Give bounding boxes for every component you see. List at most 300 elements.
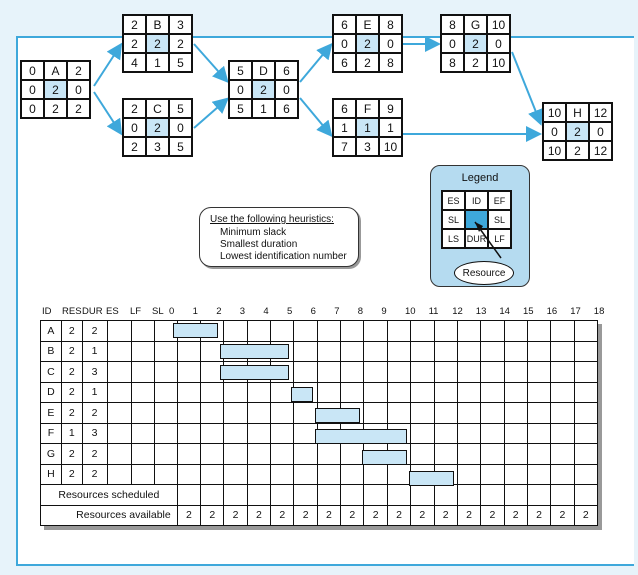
- node-res: 2: [566, 122, 589, 141]
- gantt-slot: [574, 321, 597, 342]
- node-ls: 10: [543, 141, 566, 160]
- gantt-header: ES: [106, 306, 119, 317]
- gantt-slot: [224, 464, 247, 485]
- gantt-slot: [551, 444, 574, 465]
- gantt-slot: [271, 403, 294, 424]
- gantt-empty: [107, 403, 132, 424]
- gantt-id: H: [41, 464, 62, 485]
- node-res: 2: [464, 34, 487, 53]
- available-value: 2: [434, 505, 457, 526]
- scheduled-slot: [574, 485, 597, 506]
- gantt-empty: [132, 321, 155, 342]
- gantt-slot: [317, 362, 340, 383]
- node-es: 10: [543, 103, 566, 122]
- node-id: G: [464, 15, 487, 34]
- gantt-res: 2: [61, 382, 82, 403]
- gantt-empty: [132, 382, 155, 403]
- gantt-bar-a: [173, 323, 218, 338]
- gantt-slot: [387, 362, 410, 383]
- gantt-slot: [411, 444, 434, 465]
- resource-oval: Resource: [454, 261, 514, 285]
- gantt-slot: [294, 321, 317, 342]
- node-ef: 5: [169, 99, 192, 118]
- available-value: 2: [574, 505, 597, 526]
- legend-ef: EF: [488, 191, 511, 210]
- gantt-bar-h: [409, 471, 454, 486]
- time-tick: 0: [169, 306, 175, 317]
- gantt-slot: [201, 403, 224, 424]
- gantt-slot: [364, 321, 387, 342]
- gantt-slot: [574, 382, 597, 403]
- gantt-slot: [177, 403, 200, 424]
- available-value: 2: [387, 505, 410, 526]
- gantt-slot: [317, 464, 340, 485]
- gantt-slot: [364, 403, 387, 424]
- node-ef: 9: [379, 99, 402, 118]
- gantt-res: 2: [61, 464, 82, 485]
- gantt-slot: [247, 444, 270, 465]
- available-value: 2: [317, 505, 340, 526]
- gantt-dur: 1: [82, 382, 107, 403]
- gantt-slot: [481, 321, 504, 342]
- gantt-slot: [527, 423, 550, 444]
- gantt-empty: [154, 444, 177, 465]
- node-sl2: 0: [589, 122, 612, 141]
- gantt-slot: [434, 403, 457, 424]
- scheduled-slot: [271, 485, 294, 506]
- gantt-row: [41, 444, 598, 465]
- node-sl2: 1: [379, 118, 402, 137]
- node-res: 2: [146, 118, 169, 137]
- node-es: 2: [123, 99, 146, 118]
- available-label: Resources available: [41, 505, 178, 526]
- scheduled-slot: [457, 485, 480, 506]
- node-h: [542, 102, 613, 161]
- node-ef: 10: [487, 15, 510, 34]
- gantt-slot: [504, 362, 527, 383]
- node-lf: 2: [67, 99, 90, 118]
- time-tick: 14: [499, 306, 510, 317]
- node-sl: 0: [333, 34, 356, 53]
- node-dur: 2: [464, 53, 487, 72]
- gantt-slot: [527, 403, 550, 424]
- gantt-dur: 2: [82, 403, 107, 424]
- time-tick: 8: [357, 306, 364, 317]
- gantt-row: [41, 362, 598, 383]
- gantt-slot: [411, 423, 434, 444]
- time-tick: 16: [546, 306, 558, 317]
- gantt-slot: [504, 403, 527, 424]
- gantt-slot: [177, 362, 200, 383]
- node-ls: 5: [229, 99, 252, 118]
- gantt-empty: [107, 321, 132, 342]
- time-tick: 13: [475, 306, 487, 317]
- node-lf: 6: [275, 99, 298, 118]
- gantt-slot: [387, 382, 410, 403]
- gantt-empty: [132, 423, 155, 444]
- scheduled-slot: [224, 485, 247, 506]
- node-dur: 2: [566, 141, 589, 160]
- node-dur: 2: [356, 53, 379, 72]
- gantt-row: [41, 382, 598, 403]
- legend-dur: DUR: [465, 229, 488, 248]
- node-ls: 6: [333, 53, 356, 72]
- node-es: 2: [123, 15, 146, 34]
- gantt-slot: [224, 382, 247, 403]
- arrow-d-f: [300, 98, 330, 134]
- gantt-slot: [387, 403, 410, 424]
- gantt-slot: [364, 382, 387, 403]
- gantt-bar-e: [315, 408, 360, 423]
- node-sl: 0: [123, 118, 146, 137]
- node-g: [440, 14, 511, 73]
- gantt-slot: [434, 362, 457, 383]
- time-tick: 9: [381, 306, 387, 317]
- node-id: F: [356, 99, 379, 118]
- gantt-res: 2: [61, 321, 82, 342]
- gantt-slot: [481, 423, 504, 444]
- gantt-slot: [457, 423, 480, 444]
- gantt-res: 2: [61, 444, 82, 465]
- scheduled-slot: [201, 485, 224, 506]
- gantt-slot: [177, 464, 200, 485]
- available-value: 2: [457, 505, 480, 526]
- gantt-empty: [154, 341, 177, 362]
- gantt-id: D: [41, 382, 62, 403]
- gantt-empty: [132, 362, 155, 383]
- gantt-slot: [574, 362, 597, 383]
- arrow-d-e: [300, 46, 330, 82]
- time-tick: 17: [570, 306, 581, 317]
- node-res: 2: [252, 80, 275, 99]
- time-tick: 12: [452, 306, 463, 317]
- gantt-slot: [224, 423, 247, 444]
- gantt-empty: [132, 444, 155, 465]
- available-row: [41, 505, 598, 526]
- gantt-slot: [201, 382, 224, 403]
- node-sl: 2: [123, 34, 146, 53]
- gantt-slot: [551, 464, 574, 485]
- scheduled-row: [41, 485, 598, 506]
- available-value: 2: [504, 505, 527, 526]
- legend-title: Legend: [461, 172, 499, 184]
- scheduled-slot: [364, 485, 387, 506]
- scheduled-slot: [294, 485, 317, 506]
- node-dur: 1: [252, 99, 275, 118]
- gantt-slot: [527, 341, 550, 362]
- gantt-id: F: [41, 423, 62, 444]
- available-value: 2: [247, 505, 270, 526]
- gantt-slot: [387, 341, 410, 362]
- gantt-res: 1: [61, 423, 82, 444]
- legend-sl: SL: [442, 210, 465, 229]
- available-value: 2: [341, 505, 364, 526]
- time-tick: 18: [593, 306, 605, 317]
- node-sl2: 0: [275, 80, 298, 99]
- gantt-slot: [434, 423, 457, 444]
- gantt-slot: [411, 362, 434, 383]
- available-value: 2: [201, 505, 224, 526]
- gantt-slot: [271, 321, 294, 342]
- heuristics-title: Use the following heuristics:: [210, 214, 334, 225]
- gantt-slot: [341, 382, 364, 403]
- time-tick: 2: [216, 306, 222, 317]
- gantt-table: [40, 320, 598, 526]
- node-sl: 0: [441, 34, 464, 53]
- gantt-slot: [411, 321, 434, 342]
- time-tick: 15: [523, 306, 534, 317]
- gantt-empty: [107, 362, 132, 383]
- gantt-row: [41, 341, 598, 362]
- gantt-slot: [294, 464, 317, 485]
- node-es: 6: [333, 99, 356, 118]
- resource-gantt: [40, 306, 605, 546]
- gantt-slot: [201, 444, 224, 465]
- legend-sl2: SL: [488, 210, 511, 229]
- gantt-header: ID: [42, 306, 52, 317]
- arrow-c-d: [194, 100, 226, 128]
- gantt-dur: 2: [82, 444, 107, 465]
- gantt-slot: [247, 464, 270, 485]
- node-id: H: [566, 103, 589, 122]
- gantt-empty: [107, 382, 132, 403]
- node-es: 0: [21, 61, 44, 80]
- node-b: [122, 14, 193, 73]
- gantt-slot: [551, 321, 574, 342]
- gantt-slot: [504, 423, 527, 444]
- node-ls: 0: [21, 99, 44, 118]
- gantt-slot: [317, 321, 340, 342]
- node-sl2: 2: [169, 34, 192, 53]
- node-res: 1: [356, 118, 379, 137]
- gantt-slot: [504, 321, 527, 342]
- gantt-slot: [411, 403, 434, 424]
- gantt-header: SL: [152, 306, 164, 317]
- time-tick: 3: [239, 306, 246, 317]
- gantt-empty: [154, 403, 177, 424]
- time-tick: 7: [334, 306, 340, 317]
- heuristic-item: Lowest identification number: [220, 251, 347, 262]
- scheduled-slot: [317, 485, 340, 506]
- gantt-slot: [411, 382, 434, 403]
- gantt-bar-d: [291, 387, 313, 402]
- gantt-slot: [364, 341, 387, 362]
- node-id: E: [356, 15, 379, 34]
- node-es: 6: [333, 15, 356, 34]
- node-ls: 4: [123, 53, 146, 72]
- node-f: [332, 98, 403, 157]
- node-ef: 6: [275, 61, 298, 80]
- available-value: 2: [271, 505, 294, 526]
- scheduled-slot: [434, 485, 457, 506]
- gantt-id: B: [41, 341, 62, 362]
- gantt-slot: [317, 341, 340, 362]
- time-tick: 1: [192, 306, 198, 317]
- available-value: 2: [294, 505, 317, 526]
- gantt-slot: [457, 341, 480, 362]
- gantt-slot: [527, 464, 550, 485]
- gantt-empty: [154, 382, 177, 403]
- node-ls: 8: [441, 53, 464, 72]
- gantt-slot: [434, 382, 457, 403]
- scheduled-label: Resources scheduled: [41, 485, 178, 506]
- gantt-slot: [387, 464, 410, 485]
- gantt-slot: [551, 403, 574, 424]
- gantt-empty: [107, 464, 132, 485]
- gantt-slot: [457, 321, 480, 342]
- gantt-empty: [132, 464, 155, 485]
- gantt-slot: [177, 382, 200, 403]
- node-id: C: [146, 99, 169, 118]
- gantt-row: [41, 321, 598, 342]
- gantt-slot: [271, 444, 294, 465]
- arrow-a-c: [94, 92, 120, 132]
- gantt-empty: [107, 444, 132, 465]
- legend-es: ES: [442, 191, 465, 210]
- node-sl2: 0: [379, 34, 402, 53]
- gantt-empty: [154, 464, 177, 485]
- time-tick: 5: [287, 306, 293, 317]
- gantt-empty: [154, 362, 177, 383]
- gantt-slot: [574, 403, 597, 424]
- gantt-slot: [341, 362, 364, 383]
- available-value: 2: [481, 505, 504, 526]
- node-dur: 1: [146, 53, 169, 72]
- gantt-slot: [457, 382, 480, 403]
- gantt-slot: [504, 464, 527, 485]
- gantt-empty: [107, 341, 132, 362]
- gantt-slot: [224, 444, 247, 465]
- time-tick: 10: [405, 306, 416, 317]
- gantt-dur: 3: [82, 423, 107, 444]
- gantt-slot: [364, 464, 387, 485]
- gantt-bar-c: [220, 365, 289, 380]
- gantt-slot: [504, 382, 527, 403]
- scheduled-slot: [481, 485, 504, 506]
- gantt-slot: [574, 423, 597, 444]
- gantt-slot: [364, 362, 387, 383]
- node-sl: 1: [333, 118, 356, 137]
- node-sl2: 0: [487, 34, 510, 53]
- gantt-slot: [551, 362, 574, 383]
- heuristics-box: [199, 207, 359, 267]
- node-es: 8: [441, 15, 464, 34]
- gantt-slot: [504, 341, 527, 362]
- gantt-empty: [154, 423, 177, 444]
- gantt-header: DUR: [82, 306, 103, 317]
- node-ls: 7: [333, 137, 356, 156]
- available-value: 2: [411, 505, 434, 526]
- node-dur: 3: [356, 137, 379, 156]
- scheduled-slot: [387, 485, 410, 506]
- gantt-dur: 2: [82, 321, 107, 342]
- gantt-slot: [247, 403, 270, 424]
- gantt-slot: [527, 444, 550, 465]
- gantt-slot: [574, 444, 597, 465]
- gantt-slot: [294, 362, 317, 383]
- arrow-a-b: [94, 46, 120, 86]
- scheduled-slot: [247, 485, 270, 506]
- gantt-empty: [107, 423, 132, 444]
- gantt-slot: [201, 423, 224, 444]
- gantt-slot: [457, 403, 480, 424]
- legend-lf: LF: [488, 229, 511, 248]
- node-sl: 0: [543, 122, 566, 141]
- gantt-slot: [574, 464, 597, 485]
- gantt-row: [41, 464, 598, 485]
- gantt-slot: [387, 321, 410, 342]
- gantt-bar-g: [362, 450, 407, 465]
- gantt-slot: [527, 321, 550, 342]
- gantt-id: C: [41, 362, 62, 383]
- gantt-header: LF: [130, 306, 142, 317]
- node-ef: 3: [169, 15, 192, 34]
- gantt-slot: [527, 382, 550, 403]
- scheduled-slot: [527, 485, 550, 506]
- gantt-slot: [504, 444, 527, 465]
- gantt-header: RES: [62, 306, 82, 317]
- gantt-slot: [341, 341, 364, 362]
- gantt-slot: [341, 321, 364, 342]
- node-e: [332, 14, 403, 73]
- gantt-dur: 3: [82, 362, 107, 383]
- node-id: B: [146, 15, 169, 34]
- gantt-slot: [574, 341, 597, 362]
- gantt-slot: [201, 464, 224, 485]
- gantt-dur: 2: [82, 464, 107, 485]
- gantt-slot: [271, 423, 294, 444]
- scheduled-slot: [341, 485, 364, 506]
- scheduled-slot: [504, 485, 527, 506]
- node-d: [228, 60, 299, 119]
- node-ef: 2: [67, 61, 90, 80]
- gantt-empty: [132, 403, 155, 424]
- gantt-slot: [247, 382, 270, 403]
- node-res: 2: [44, 80, 67, 99]
- heuristic-item: Smallest duration: [220, 239, 298, 250]
- gantt-slot: [341, 464, 364, 485]
- gantt-slot: [294, 341, 317, 362]
- gantt-slot: [434, 321, 457, 342]
- node-lf: 8: [379, 53, 402, 72]
- gantt-slot: [457, 444, 480, 465]
- available-value: 2: [551, 505, 574, 526]
- node-dur: 3: [146, 137, 169, 156]
- node-lf: 12: [589, 141, 612, 160]
- scheduled-slot: [177, 485, 200, 506]
- gantt-res: 2: [61, 341, 82, 362]
- legend-id: ID: [465, 191, 488, 210]
- gantt-slot: [481, 382, 504, 403]
- gantt-slot: [527, 362, 550, 383]
- node-ef: 8: [379, 15, 402, 34]
- time-tick: 11: [428, 306, 439, 317]
- gantt-slot: [434, 341, 457, 362]
- arrow-g-h: [512, 52, 540, 122]
- node-c: [122, 98, 193, 157]
- gantt-slot: [247, 423, 270, 444]
- available-value: 2: [224, 505, 247, 526]
- gantt-slot: [434, 444, 457, 465]
- node-a: [20, 60, 91, 119]
- legend-ls: LS: [442, 229, 465, 248]
- gantt-slot: [271, 464, 294, 485]
- gantt-empty: [132, 341, 155, 362]
- gantt-slot: [457, 362, 480, 383]
- gantt-slot: [317, 382, 340, 403]
- node-res: 2: [146, 34, 169, 53]
- node-dur: 2: [44, 99, 67, 118]
